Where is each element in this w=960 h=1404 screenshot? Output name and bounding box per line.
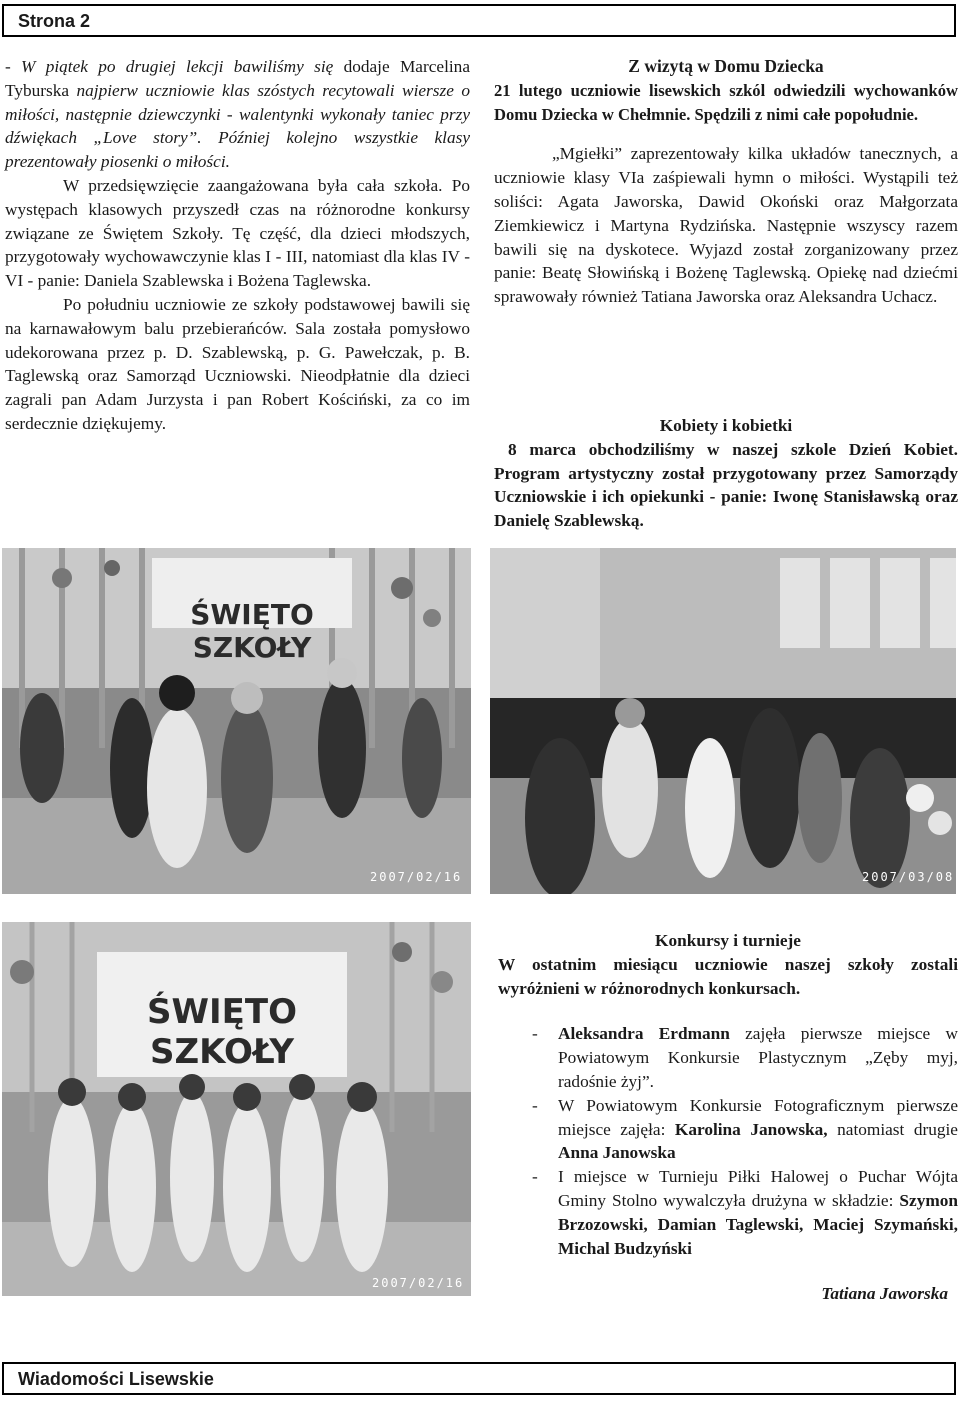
photo-1-date-stamp: 2007/02/16	[370, 870, 463, 884]
author-signature: Tatiana Jaworska	[821, 1284, 948, 1304]
list-item: - I miejsce w Turnieju Piłki Halowej o Puchar Wójta Gminy Stolno wywalczyła drużyna w składzie: Szymon Brzozowski, Damian Taglewski, Maciej Szymański, Michal Budzyński	[532, 1167, 958, 1258]
konkursy-list	[498, 1022, 958, 1260]
page-footer-bar	[2, 1362, 956, 1395]
list-item: - W Powiatowym Konkursie Fotograficznym pierwsze miejsce zajęła: Karolina Janowska, natomiast drugie Anna Janowska	[532, 1095, 958, 1163]
photo-3-illustration	[2, 922, 471, 1296]
konkursy-article	[498, 929, 958, 1306]
kobiety-article	[494, 414, 958, 533]
dom-dziecka-title: Z wizytą w Domu Dziecka	[628, 56, 824, 76]
photo-2-date-stamp: 2007/03/08	[862, 870, 955, 884]
list-item: - Aleksandra Erdmann zajęła pierwsze miejsce w Powiatowym Konkursie Plastycznym „Zęby myj, radośnie żyj”.	[532, 1024, 958, 1091]
photo-womens-day	[490, 548, 956, 894]
kobiety-body: 8 marca obchodziliśmy w naszej szkole Dzień Kobiet. Program artystyczny został przygotowany przez Samorządy Uczniowskie i ich opiekunki - panie: Iwonę Stanisławską oraz Danielę Szablewską.	[494, 439, 958, 531]
photo-2-illustration	[490, 548, 956, 894]
left-article-paragraph-3: Po południu uczniowie ze szkoły podstawowej bawili się na karnawałowym balu przebierańców. Sala została pomysłowo udekorowana przez p. D. Szablewską, p. G. Pawełczak, p. B. Taglewską oraz Samorząd Uczniowski. Nieodpłatnie dla dzieci zagrali pan Adam Jurzysta i pan Robert Kościński, za co im serdecznie dziękujemy.	[5, 294, 470, 433]
photo-3-banner: ŚWIĘTO SZKOŁY	[147, 992, 297, 1072]
photo-school-day-dance	[2, 548, 471, 894]
publication-name: Wiadomości Lisewskie	[18, 1369, 214, 1389]
photo-3-date-stamp: 2007/02/16	[372, 1276, 465, 1290]
photo-school-day-choir	[2, 922, 471, 1296]
dom-dziecka-lead: 21 lutego uczniowie lisewskich szkól odwiedzili wychowanków Domu Dziecka w Chełmnie. Spędzili z nimi całe popołudnie.	[494, 80, 958, 124]
dom-dziecka-body: „Mgiełki” zaprezentowały kilka układów tanecznych, a uczniowie klasy VIa zaśpiewali hymn o miłości. Wystąpili też soliści: Agata Jaworska, Dawid Okoński oraz Małgorzata Ziemkiewicz i Martyna Rydzińska. Następnie wszyscy razem bawili się na dyskotece. Wyjazd został zorganizowany przez panie: Beatę Słowińską i Bożenę Taglewską. Opiekę nad dziećmi sprawowały również Tatiana Jaworska oraz Aleksandra Uchacz.	[494, 144, 958, 307]
page-number-label: Strona 2	[18, 11, 91, 31]
dom-dziecka-article	[494, 55, 958, 309]
konkursy-title: Konkursy i turnieje	[655, 931, 801, 950]
left-article-paragraph-1: - W piątek po drugiej lekcji bawiliśmy się dodaje Marcelina Tyburska najpierw uczniowie klas szóstych recytowali wiersze o miłości, następnie dziewczynki - walentynki wykonały taniec przy dźwiękach „Love story”. Później kolejno wszystkie klasy prezentowały piosenki o miłości.	[5, 57, 470, 172]
left-article	[5, 55, 470, 436]
konkursy-lead: W ostatnim miesiącu uczniowie naszej szkoły zostali wyróżnieni w różnorodnych konkursach.	[498, 954, 958, 998]
page-header-bar	[2, 4, 956, 37]
photo-1-banner: ŚWIĘTO SZKOŁY	[190, 598, 314, 664]
left-article-paragraph-2: W przedsięwzięcie zaangażowana była cała szkoła. Po występach klasowych przyszedł czas na różnorodne konkursy związane ze Świętem Szkoły. Tę część, dla dzieci młodszych, przygotowały wychowawczynie klas I - III, natomiast dla klas IV - VI - panie: Daniela Szablewska i Bożena Taglewska.	[5, 175, 470, 291]
intro-italic: - W piątek po drugiej lekcji bawiliśmy się	[5, 57, 334, 76]
kobiety-title: Kobiety i kobietki	[659, 416, 793, 435]
